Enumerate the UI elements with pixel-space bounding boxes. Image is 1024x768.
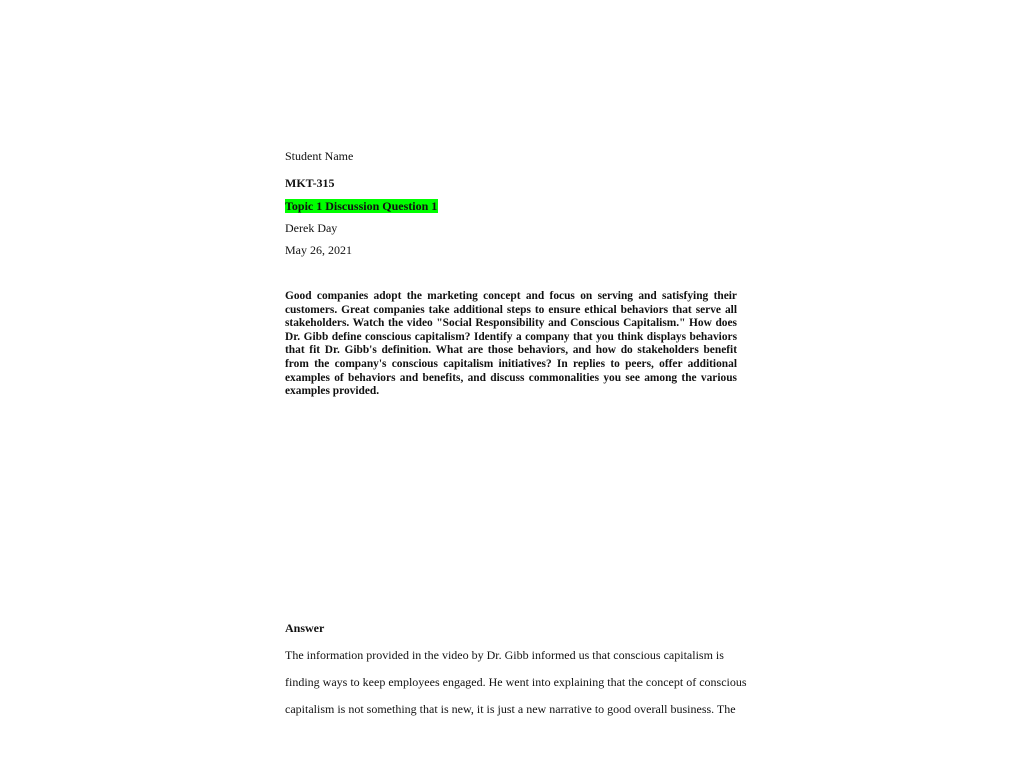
answer-line: finding ways to keep employees engaged. He went into explaining that the concept of conscious bbox=[285, 675, 747, 689]
discussion-question: Good companies adopt the marketing concept and focus on serving and satisfying their customers. Great companies take additional steps to ensure ethical behaviors that serve all stakeholders. Watch the video "Social Responsibility and Conscious Capitalism." How does Dr. Gibb define conscious capitalism? Identify a company that you think displays behaviors that fit Dr. Gibb's definition. What are those behaviors, and how do stakeholders benefit from the company's conscious capitalism initiatives? In replies to peers, offer additional examples of behaviors and benefits, and discuss commonalities you see among the various examples provided. bbox=[285, 290, 737, 398]
answer-heading: Answer bbox=[285, 621, 325, 635]
document-date: May 26, 2021 bbox=[285, 243, 352, 257]
author-name: Derek Day bbox=[285, 221, 338, 235]
answer-line: The information provided in the video by Dr. Gibb informed us that conscious capitalism is bbox=[285, 648, 724, 662]
topic-title bbox=[285, 199, 438, 213]
student-name: Student Name bbox=[285, 149, 354, 163]
topic-highlight: Topic 1 Discussion Question 1 bbox=[285, 199, 438, 213]
answer-line: capitalism is not something that is new, it is just a new narrative to good overall business. The bbox=[285, 702, 736, 716]
course-code: MKT-315 bbox=[285, 176, 335, 190]
